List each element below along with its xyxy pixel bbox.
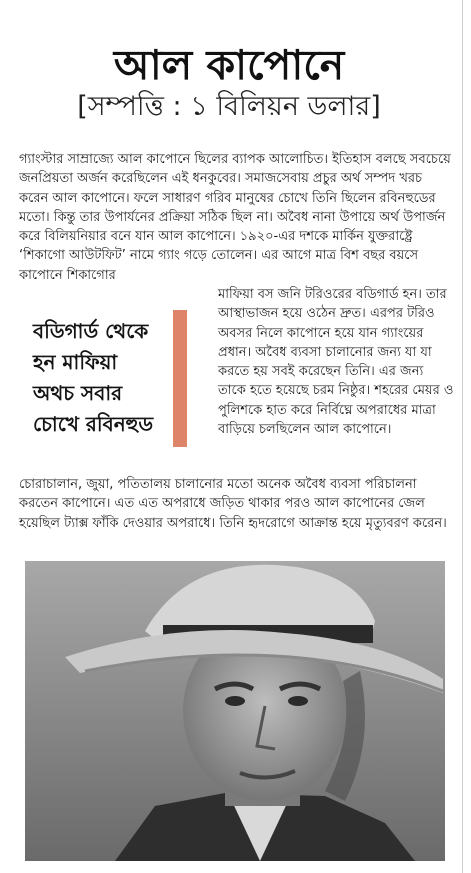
- portrait-illustration: [25, 561, 445, 861]
- pull-quote: [33, 316, 168, 440]
- pull-quote-accent-bar: [173, 310, 187, 447]
- pull-quote-line-4: চোখে রবিনহুড: [33, 412, 154, 436]
- pull-quote-line-1: বডিগার্ড থেকে: [33, 319, 149, 343]
- subheadline: [সম্পত্তি : ১ বিলিয়ন ডলার]: [77, 91, 381, 122]
- portrait-photo: [25, 561, 445, 861]
- headline: আল কাপোনে: [113, 41, 345, 89]
- body-paragraph-2: মাফিয়া বস জনি টরিওরের বডিগার্ড হন। তার আস্থাভাজন হয়ে ওঠেন দ্রুত। এরপর টরিও অবসর নিলে কাপোনে হয়ে যান গ্যাংয়ের প্রধান। অবৈধ ব্যবসা চালানোর জন্য যা যা করতে হয় সবই করেছেন তিনি। এর জন্য তাকে হতে হয়েছে চরম নিষ্ঠুর। শহরের মেয়র ও পুলিশকে হাত করে নির্বিঘ্নে অপরাধের মাত্রা বাড়িয়ে চলছিলেন আল কাপোনে।: [218, 287, 454, 438]
- page-edge-rule: [462, 0, 463, 873]
- body-paragraph-1: গ্যাংস্টার সাম্রাজ্যে আল কাপোনে ছিলের ব্যাপক আলোচিত। ইতিহাস বলছে সবচেয়ে জনপ্রিয়তা অর্জন করেছিলেন এই ধনকুবের। সমাজসেবায় প্রচুর অর্থ সম্পদ খরচ করেন আল কাপোনে। ফলে সাধারণ গরিব মানুষের চোখে তিনি ছিলেন রবিনহুডের মতো। কিন্তু তার উপার্যনের প্রক্রিয়া সঠিক ছিল না। অবৈধ নানা উপায়ে অর্থ উপার্জন করে বিলিয়নিয়ার বনে যান আল কাপোনে। ১৯২০-এর দশকে মার্কিন যুক্তরাষ্ট্রে ‘শিকাগো আউটফিট’ নামে গ্যাং গড়ে তোলেন। এর আগে মাত্র বিশ বছর বয়সে কাপোনে শিকাগোর: [19, 152, 451, 283]
- pull-quote-line-2: হন মাফিয়া: [33, 350, 118, 374]
- pull-quote-line-3: অথচ সবার: [33, 381, 123, 405]
- body-paragraph-3: চোরাচালান, জুয়া, পতিতালয় চালানোর মতো অনেক অবৈধ ব্যবসা পরিচালনা করতেন কাপোনে। এত এত অপরাধে জড়িত থাকার পরও আল কাপোনের জেল হয়েছিল ট্যাক্স ফাঁকি দেওয়ার অপরাধে। তিনি হৃদরোগে আক্রান্ত হয়ে মৃত্যুবরণ করেন।: [19, 477, 447, 531]
